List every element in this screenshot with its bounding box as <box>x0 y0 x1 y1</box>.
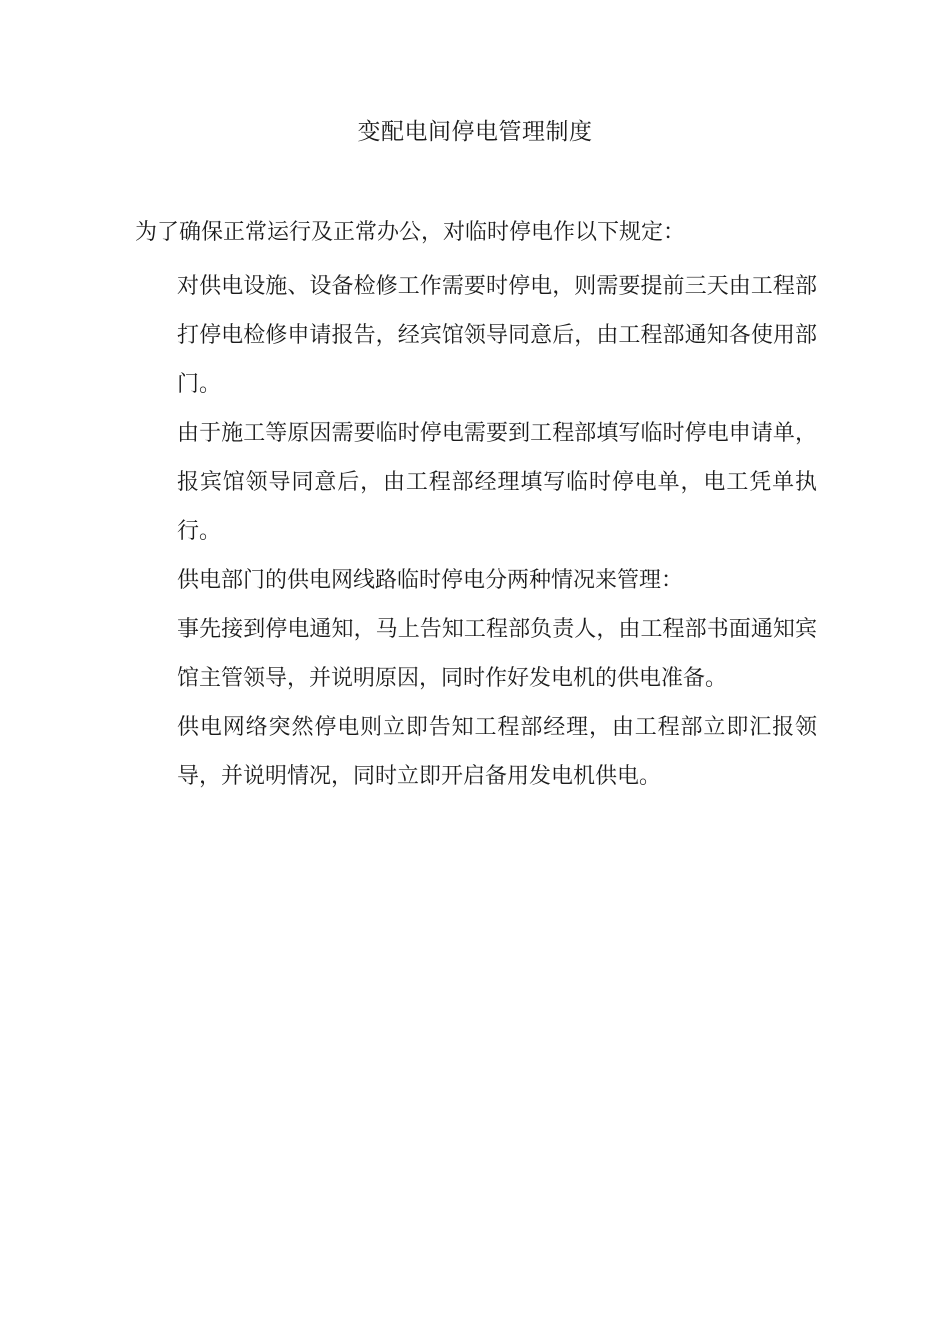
regulation-list <box>177 262 817 801</box>
intro-paragraph: 为了确保正常运行及正常办公，对临时停电作以下规定： <box>135 220 686 245</box>
document-title: 变配电间停电管理制度 <box>357 119 593 145</box>
regulation-item-1: 对供电设施、设备检修工作需要时停电，则需要提前三天由工程部打停电检修申请报告，经宾馆领导同意后，由工程部通知各使用部门。 <box>177 274 817 397</box>
regulation-item-3: 供电部门的供电网线路临时停电分两种情况来管理： <box>177 568 684 593</box>
regulation-item-5: 供电网络突然停电则立即告知工程部经理，由工程部立即汇报领导，并说明情况，同时立即开启备用发电机供电。 <box>177 715 817 789</box>
regulation-item-4: 事先接到停电通知，马上告知工程部负责人，由工程部书面通知宾馆主管领导，并说明原因，同时作好发电机的供电准备。 <box>177 617 817 691</box>
regulation-item-2: 由于施工等原因需要临时停电需要到工程部填写临时停电申请单，报宾馆领导同意后，由工程部经理填写临时停电单，电工凭单执行。 <box>177 421 817 544</box>
